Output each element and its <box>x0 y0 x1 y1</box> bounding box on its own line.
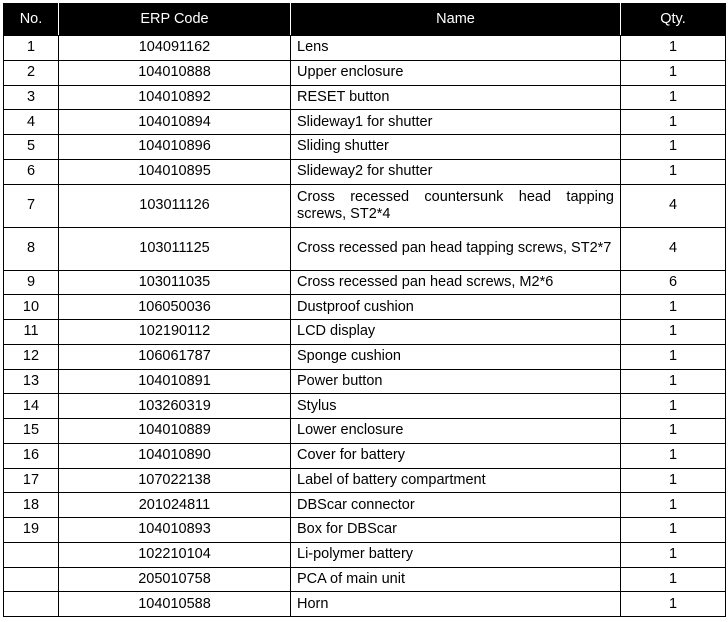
table-row <box>4 468 726 493</box>
cell-qty: 1 <box>621 344 726 369</box>
cell-qty: 4 <box>621 227 726 270</box>
table-row <box>4 567 726 592</box>
cell-qty: 1 <box>621 419 726 444</box>
cell-name: Sliding shutter <box>291 135 621 160</box>
cell-name: LCD display <box>291 320 621 345</box>
table-row <box>4 159 726 184</box>
cell-name: Power button <box>291 369 621 394</box>
cell-no: 18 <box>4 493 59 518</box>
cell-no: 1 <box>4 36 59 61</box>
cell-no: 13 <box>4 369 59 394</box>
table-row <box>4 320 726 345</box>
table-row <box>4 295 726 320</box>
parts-list-table <box>3 3 726 617</box>
cell-name: DBScar connector <box>291 493 621 518</box>
cell-no: 16 <box>4 443 59 468</box>
header-no: No. <box>4 4 59 36</box>
cell-name: Cross recessed pan head tapping screws, ST2*7 <box>291 227 621 270</box>
header-qty: Qty. <box>621 4 726 36</box>
cell-no: 12 <box>4 344 59 369</box>
cell-erp-code: 103011126 <box>59 184 291 227</box>
cell-qty: 1 <box>621 320 726 345</box>
cell-qty: 1 <box>621 542 726 567</box>
cell-no <box>4 592 59 617</box>
cell-erp-code: 201024811 <box>59 493 291 518</box>
cell-no: 19 <box>4 518 59 543</box>
cell-erp-code: 102190112 <box>59 320 291 345</box>
cell-erp-code: 106050036 <box>59 295 291 320</box>
cell-no: 11 <box>4 320 59 345</box>
cell-qty: 1 <box>621 110 726 135</box>
cell-no: 2 <box>4 60 59 85</box>
table-row <box>4 227 726 270</box>
cell-erp-code: 104010888 <box>59 60 291 85</box>
table-row <box>4 394 726 419</box>
cell-qty: 1 <box>621 85 726 110</box>
cell-name: Upper enclosure <box>291 60 621 85</box>
cell-no: 7 <box>4 184 59 227</box>
table-row <box>4 135 726 160</box>
cell-no: 17 <box>4 468 59 493</box>
cell-erp-code: 106061787 <box>59 344 291 369</box>
table-header <box>4 4 726 36</box>
table-row <box>4 592 726 617</box>
cell-name: Li-polymer battery <box>291 542 621 567</box>
cell-erp-code: 104010896 <box>59 135 291 160</box>
cell-qty: 1 <box>621 159 726 184</box>
cell-name: Cross recessed countersunk head tapping screws, ST2*4 <box>291 184 621 227</box>
cell-erp-code: 104010891 <box>59 369 291 394</box>
cell-no <box>4 542 59 567</box>
cell-qty: 1 <box>621 135 726 160</box>
cell-erp-code: 102210104 <box>59 542 291 567</box>
cell-no: 4 <box>4 110 59 135</box>
table-body <box>4 36 726 617</box>
cell-qty: 1 <box>621 518 726 543</box>
cell-erp-code: 205010758 <box>59 567 291 592</box>
table-row <box>4 344 726 369</box>
cell-erp-code: 104010894 <box>59 110 291 135</box>
cell-erp-code: 104091162 <box>59 36 291 61</box>
table-row <box>4 419 726 444</box>
cell-no: 9 <box>4 270 59 295</box>
table-row <box>4 518 726 543</box>
cell-erp-code: 104010588 <box>59 592 291 617</box>
cell-name: Lower enclosure <box>291 419 621 444</box>
cell-name: Cross recessed pan head screws, M2*6 <box>291 270 621 295</box>
table-row <box>4 270 726 295</box>
cell-qty: 1 <box>621 443 726 468</box>
header-row <box>4 4 726 36</box>
cell-no: 3 <box>4 85 59 110</box>
cell-qty: 1 <box>621 592 726 617</box>
table-row <box>4 85 726 110</box>
cell-qty: 1 <box>621 60 726 85</box>
cell-qty: 1 <box>621 369 726 394</box>
cell-name: Box for DBScar <box>291 518 621 543</box>
table-row <box>4 493 726 518</box>
table-row <box>4 184 726 227</box>
cell-name: Dustproof cushion <box>291 295 621 320</box>
cell-erp-code: 103011035 <box>59 270 291 295</box>
cell-qty: 1 <box>621 394 726 419</box>
cell-erp-code: 104010895 <box>59 159 291 184</box>
cell-qty: 1 <box>621 468 726 493</box>
cell-name: Sponge cushion <box>291 344 621 369</box>
cell-qty: 1 <box>621 295 726 320</box>
cell-erp-code: 107022138 <box>59 468 291 493</box>
cell-no: 5 <box>4 135 59 160</box>
table-row <box>4 542 726 567</box>
cell-name: PCA of main unit <box>291 567 621 592</box>
cell-name: Slideway2 for shutter <box>291 159 621 184</box>
cell-erp-code: 104010892 <box>59 85 291 110</box>
cell-erp-code: 103260319 <box>59 394 291 419</box>
cell-name: Cover for battery <box>291 443 621 468</box>
cell-no: 15 <box>4 419 59 444</box>
cell-qty: 6 <box>621 270 726 295</box>
cell-name: RESET button <box>291 85 621 110</box>
cell-name: Slideway1 for shutter <box>291 110 621 135</box>
cell-name: Horn <box>291 592 621 617</box>
table-row <box>4 60 726 85</box>
cell-qty: 1 <box>621 36 726 61</box>
table-row <box>4 369 726 394</box>
cell-erp-code: 103011125 <box>59 227 291 270</box>
table-row <box>4 110 726 135</box>
header-name: Name <box>291 4 621 36</box>
table-row <box>4 36 726 61</box>
cell-name: Stylus <box>291 394 621 419</box>
cell-qty: 1 <box>621 493 726 518</box>
cell-no: 10 <box>4 295 59 320</box>
cell-no: 14 <box>4 394 59 419</box>
cell-erp-code: 104010893 <box>59 518 291 543</box>
cell-name: Label of battery compartment <box>291 468 621 493</box>
cell-erp-code: 104010890 <box>59 443 291 468</box>
cell-qty: 4 <box>621 184 726 227</box>
cell-no: 8 <box>4 227 59 270</box>
cell-no: 6 <box>4 159 59 184</box>
cell-no <box>4 567 59 592</box>
cell-qty: 1 <box>621 567 726 592</box>
cell-erp-code: 104010889 <box>59 419 291 444</box>
table-row <box>4 443 726 468</box>
cell-name: Lens <box>291 36 621 61</box>
header-erp-code: ERP Code <box>59 4 291 36</box>
